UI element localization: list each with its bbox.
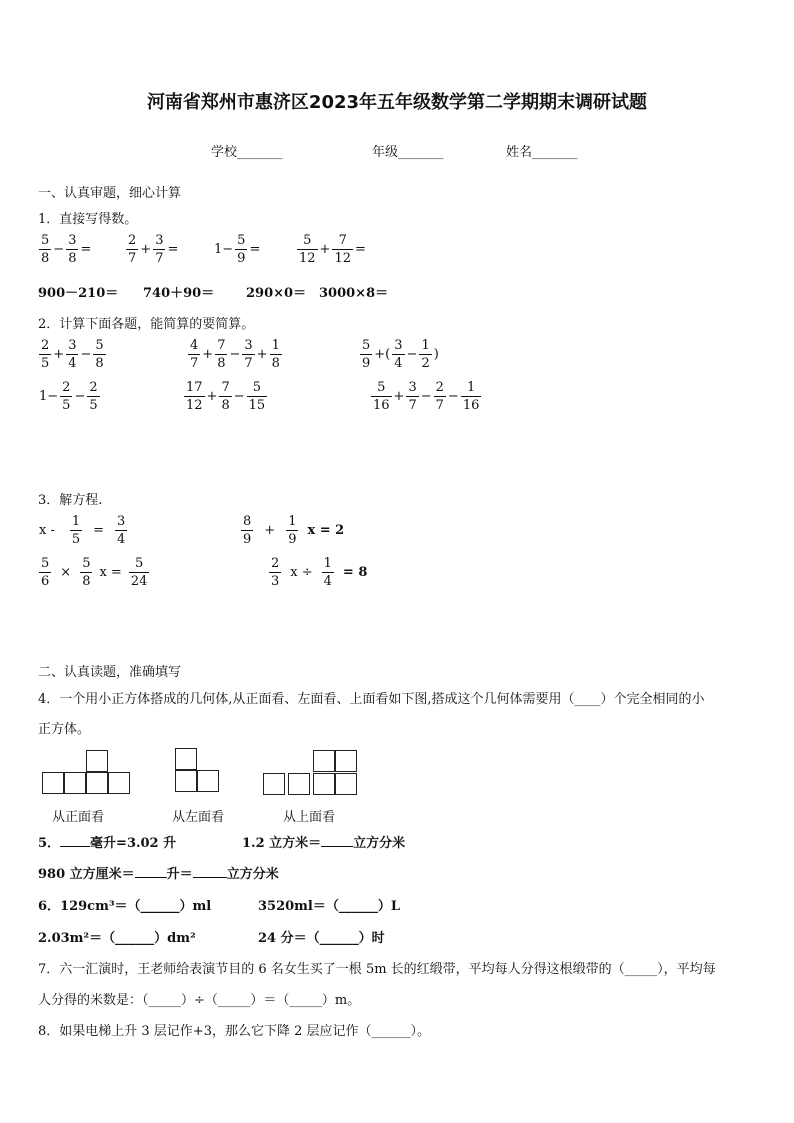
answer-blank[interactable] bbox=[321, 834, 353, 847]
fraction: $\frac{1}{16}$ bbox=[462, 380, 480, 413]
fraction: $\frac{3}{7}$ bbox=[155, 233, 164, 266]
answer-blank[interactable] bbox=[135, 865, 167, 878]
grade-field[interactable]: 年级_______ bbox=[372, 145, 444, 160]
section1-heading: 一、认真审题，细心计算 bbox=[38, 186, 182, 201]
top-view-caption: 从上面看 bbox=[283, 810, 336, 825]
q6-part-d: 24 分＝（______）时 bbox=[258, 931, 385, 946]
fraction: $\frac{5}{8}$ bbox=[41, 233, 50, 266]
page-title: 河南省郑州市惠济区2023年五年级数学第二学期期末调研试题 bbox=[146, 92, 648, 113]
fraction: $\frac{7}{8}$ bbox=[217, 338, 226, 371]
q3-label: 3．解方程. bbox=[38, 493, 103, 508]
fraction: $\frac{5}{6}$ bbox=[41, 556, 50, 589]
q5-part-b: 1.2 立方米＝ 立方分米 bbox=[242, 836, 406, 851]
q3-equation-3: $\frac{5}{6}$ × $\frac{5}{8}$ x = $\frac{5}{24}$ bbox=[41, 556, 148, 589]
school-field[interactable]: 学校_______ bbox=[211, 145, 283, 160]
fraction: $\frac{8}{9}$ bbox=[243, 514, 252, 547]
fraction: $\frac{2}{7}$ bbox=[435, 380, 444, 413]
q2-label: 2．计算下面各题，能简算的要简算。 bbox=[38, 317, 255, 332]
q7-line2: 人分得的米数是：（_____）÷（_____）＝（_____）m。 bbox=[38, 993, 361, 1008]
q1-expr-2: $\frac{2}{7}$ + $\frac{3}{7}$ = bbox=[128, 233, 179, 266]
fraction: $\frac{7}{8}$ bbox=[221, 380, 230, 413]
fraction: $\frac{3}{7}$ bbox=[408, 380, 417, 413]
fraction: $\frac{7}{12}$ bbox=[334, 233, 351, 266]
q2-expr-6: $\frac{5}{16}$ + $\frac{3}{7}$ − $\frac{2}{7}$ − $\frac{1}{16}$ bbox=[373, 380, 480, 413]
q6-part-a: 6．129cm³＝（______）ml bbox=[38, 899, 212, 914]
answer-blank[interactable] bbox=[193, 865, 227, 878]
q5-part-c: 980 立方厘米＝ 升＝ 立方分米 bbox=[38, 867, 279, 882]
fraction: $\frac{5}{8}$ bbox=[82, 556, 91, 589]
q2-expr-5: $\frac{17}{12}$ + $\frac{7}{8}$ − $\frac{5}{15}$ bbox=[186, 380, 266, 413]
name-field[interactable]: 姓名_______ bbox=[506, 145, 578, 160]
front-view-caption: 从正面看 bbox=[52, 810, 105, 825]
q1-calc-1: 900－210＝ bbox=[38, 286, 119, 301]
fraction: $\frac{17}{12}$ bbox=[186, 380, 203, 413]
q2-expr-1: $\frac{2}{5}$ + $\frac{3}{4}$ − $\frac{5}{8}$ bbox=[41, 338, 104, 371]
fraction: $\frac{3}{4}$ bbox=[68, 338, 77, 371]
fraction: $\frac{5}{9}$ bbox=[362, 338, 371, 371]
fraction: $\frac{5}{15}$ bbox=[248, 380, 266, 413]
q2-expr-3: $\frac{5}{9}$ +( $\frac{3}{4}$ − $\frac{1}{2}$ ) bbox=[362, 338, 439, 371]
q3-equation-2: $\frac{8}{9}$ + $\frac{1}{9}$ x = 2 bbox=[243, 514, 345, 547]
left-view-caption: 从左面看 bbox=[172, 810, 225, 825]
q4-line1: 4．一个用小正方体搭成的几何体,从正面看、左面看、上面看如下图,搭成这个几何体需要用（____）个完全相同的小 bbox=[38, 692, 705, 707]
q1-calc-3: 290×0＝ bbox=[246, 286, 307, 301]
q1-expr-3: 1− $\frac{5}{9}$ = bbox=[214, 233, 261, 266]
q7-line1: 7．六一汇演时，王老师给表演节目的 6 名女生买了一根 5m 长的红缎带，平均每人分得这根缎带的（_____），平均每 bbox=[38, 962, 716, 977]
q3-equation-4: $\frac{2}{3}$ x ÷ $\frac{1}{4}$ = 8 bbox=[271, 556, 368, 589]
q1-expr-4: $\frac{5}{12}$ + $\frac{7}{12}$ = bbox=[299, 233, 366, 266]
q1-expr-1: $\frac{5}{8}$ − $\frac{3}{8}$ = bbox=[41, 233, 92, 266]
fraction: $\frac{1}{2}$ bbox=[421, 338, 430, 371]
fraction: $\frac{1}{9}$ bbox=[288, 514, 297, 547]
fraction: $\frac{2}{5}$ bbox=[41, 338, 50, 371]
q1-calc-4: 3000×8＝ bbox=[319, 286, 389, 301]
fraction: $\frac{3}{4}$ bbox=[394, 338, 403, 371]
fraction: $\frac{3}{8}$ bbox=[68, 233, 77, 266]
fraction: $\frac{4}{7}$ bbox=[190, 338, 199, 371]
q5-part-a: 5． 毫升=3.02 升 bbox=[38, 836, 177, 851]
fraction: $\frac{2}{5}$ bbox=[89, 380, 98, 413]
fraction: $\frac{1}{4}$ bbox=[323, 556, 332, 589]
q1-calc-2: 740＋90＝ bbox=[143, 286, 215, 301]
q2-expr-4: 1− $\frac{2}{5}$ − $\frac{2}{5}$ bbox=[39, 380, 98, 413]
fraction: $\frac{1}{8}$ bbox=[271, 338, 280, 371]
fraction: $\frac{3}{4}$ bbox=[117, 514, 126, 547]
answer-blank[interactable] bbox=[60, 834, 90, 847]
fraction: $\frac{5}{12}$ bbox=[299, 233, 316, 266]
q6-part-b: 3520ml＝（______）L bbox=[258, 899, 401, 914]
q2-expr-2: $\frac{4}{7}$ + $\frac{7}{8}$ − $\frac{3}{7}$ + $\frac{1}{8}$ bbox=[190, 338, 280, 371]
q8-text: 8．如果电梯上升 3 层记作+3，那么它下降 2 层应记作（______）。 bbox=[38, 1024, 431, 1039]
section2-heading: 二、认真读题，准确填写 bbox=[38, 665, 182, 680]
fraction: $\frac{2}{5}$ bbox=[62, 380, 71, 413]
q6-part-c: 2.03m²＝（______）dm² bbox=[38, 931, 196, 946]
fraction: $\frac{3}{7}$ bbox=[244, 338, 253, 371]
fraction: $\frac{5}{9}$ bbox=[237, 233, 246, 266]
fraction: $\frac{1}{5}$ bbox=[71, 514, 81, 547]
fraction: $\frac{5}{16}$ bbox=[373, 380, 390, 413]
fraction: $\frac{2}{3}$ bbox=[271, 556, 280, 589]
q1-label: 1．直接写得数。 bbox=[38, 212, 138, 227]
fraction: $\frac{5}{8}$ bbox=[95, 338, 104, 371]
q3-equation-1: x - $\frac{1}{5}$ = $\frac{3}{4}$ bbox=[39, 514, 126, 547]
q4-line2: 正方体。 bbox=[38, 722, 91, 737]
fraction: $\frac{5}{24}$ bbox=[130, 556, 148, 589]
fraction: $\frac{2}{7}$ bbox=[128, 233, 137, 266]
